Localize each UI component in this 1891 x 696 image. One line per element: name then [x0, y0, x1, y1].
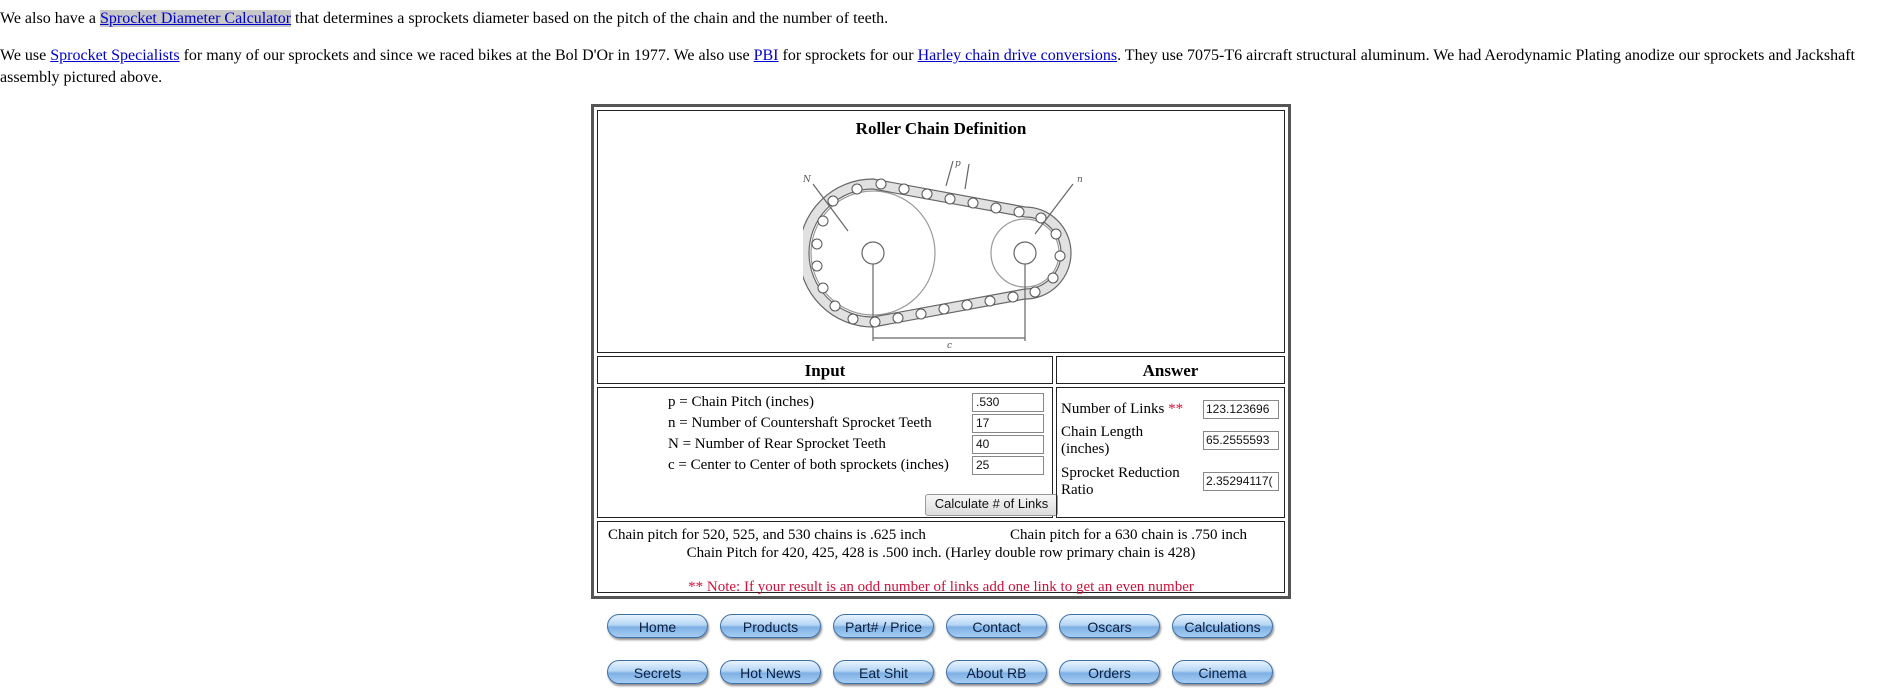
nav-hot-news-button[interactable]: Hot News — [720, 660, 821, 684]
intro-paragraph-2 — [0, 45, 1888, 89]
pitch-input[interactable]: .530 — [972, 393, 1044, 412]
nav-home-button[interactable]: Home — [607, 614, 708, 638]
nav-products-button[interactable]: Products — [720, 614, 821, 638]
intro-text: We also have a — [0, 10, 100, 27]
answer-panel — [1056, 387, 1285, 518]
harley-conversions-link[interactable]: Harley chain drive conversions — [917, 47, 1118, 64]
center-distance-label: c = Center to Center of both sprockets (inches) — [668, 457, 949, 473]
rear-teeth-input[interactable]: 40 — [972, 435, 1044, 454]
diagram-label-N: N — [803, 175, 811, 185]
chain-calculator-table — [591, 104, 1291, 599]
links-label — [1061, 401, 1201, 418]
intro-text: . They use 7075-T6 aircraft structural aluminum. We had Aerodynamic Plating anodize our sprockets and Jackshaft assembly pictured above. — [0, 47, 1855, 86]
roller-chain-definition — [597, 110, 1285, 353]
input-header: Input — [597, 356, 1053, 384]
length-output[interactable]: 65.2555593 — [1203, 431, 1279, 450]
intro-text: that determines a sprockets diameter based on the pitch of the chain and the number of teeth. — [291, 10, 889, 27]
diagram-label-c: c — [947, 341, 953, 351]
center-distance-input[interactable]: 25 — [972, 456, 1044, 475]
ratio-label: Sprocket Reduction Ratio — [1061, 465, 1180, 498]
countershaft-teeth-input[interactable]: 17 — [972, 414, 1044, 433]
pbi-link[interactable]: PBI — [753, 47, 779, 64]
links-label-text: Number of Links — [1061, 401, 1169, 417]
intro-text: We use — [0, 47, 51, 64]
nav-secrets-button[interactable]: Secrets — [607, 660, 708, 684]
length-label: Chain Length (inches) — [1061, 424, 1144, 457]
nav-part-price-button[interactable]: Part# / Price — [833, 614, 934, 638]
input-panel — [597, 387, 1053, 518]
pitch-label: p = Chain Pitch (inches) — [668, 394, 814, 410]
ratio-output[interactable]: 2.35294117( — [1203, 472, 1279, 491]
nav-contact-button[interactable]: Contact — [946, 614, 1047, 638]
intro-paragraph-1 — [0, 8, 888, 30]
nav-calculations-button[interactable]: Calculations — [1172, 614, 1273, 638]
note-420-pitch: Chain Pitch for 420, 425, 428 is .500 inch. (Harley double row primary chain is 428) — [686, 545, 1196, 561]
answer-header: Answer — [1056, 356, 1285, 384]
notes-panel — [597, 521, 1285, 593]
nav-orders-button[interactable]: Orders — [1059, 660, 1160, 684]
links-output[interactable]: 123.123696 — [1203, 400, 1279, 419]
note-520-pitch: Chain pitch for 520, 525, and 530 chains is .625 inch — [608, 527, 926, 543]
nav-cinema-button[interactable]: Cinema — [1172, 660, 1273, 684]
diagram-label-n: n — [1077, 175, 1083, 185]
intro-text: for sprockets for our — [778, 47, 918, 64]
roller-chain-diagram — [803, 156, 1103, 351]
note-odd-links: ** Note: If your result is an odd number of links add one link to get an even number — [688, 579, 1194, 595]
diagram-label-p: p — [955, 159, 961, 169]
note-630-pitch: Chain pitch for a 630 chain is .750 inch — [1010, 527, 1248, 543]
intro-text: for many of our sprockets and since we raced bikes at the Bol D'Or in 1977. We also use — [179, 47, 754, 64]
sprocket-diameter-calculator-link[interactable]: Sprocket Diameter Calculator — [100, 10, 292, 27]
links-star: ** — [1168, 401, 1184, 417]
definition-title: Roller Chain Definition — [855, 119, 1027, 138]
nav-about-rb-button[interactable]: About RB — [946, 660, 1047, 684]
rear-teeth-label: N = Number of Rear Sprocket Teeth — [668, 436, 886, 452]
calculate-links-button[interactable]: Calculate # of Links — [925, 494, 1058, 516]
countershaft-teeth-label: n = Number of Countershaft Sprocket Teeth — [668, 415, 932, 431]
nav-oscars-button[interactable]: Oscars — [1059, 614, 1160, 638]
nav-eat-shit-button[interactable]: Eat Shit — [833, 660, 934, 684]
sprocket-specialists-link[interactable]: Sprocket Specialists — [50, 47, 180, 64]
